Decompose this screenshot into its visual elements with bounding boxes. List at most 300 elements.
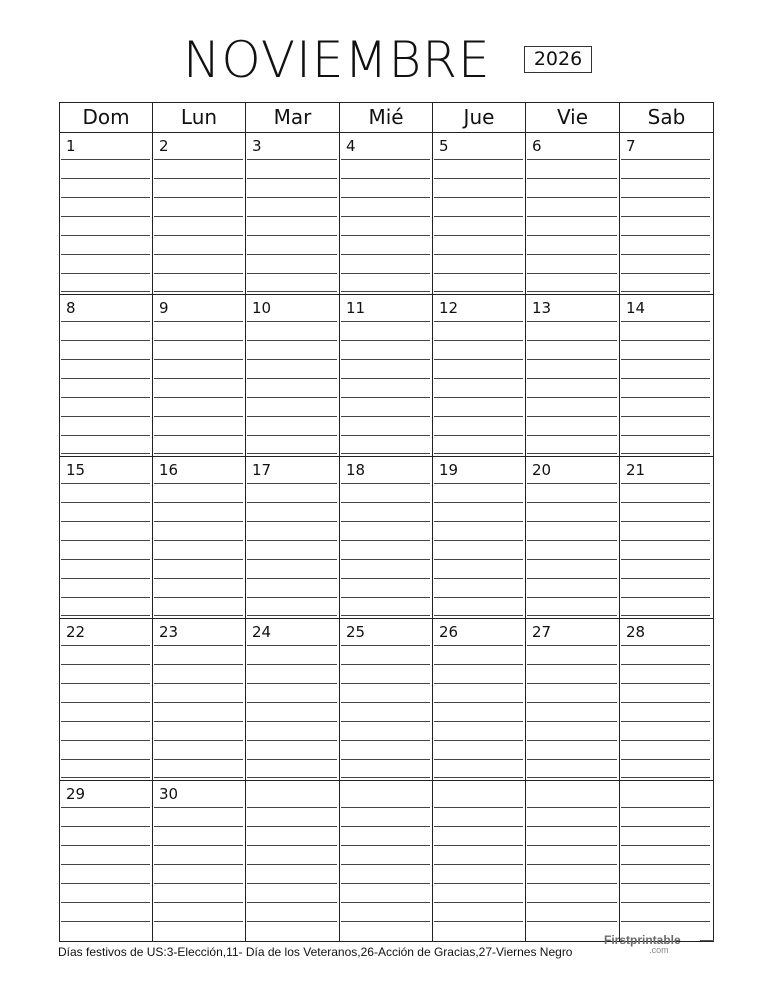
note-line bbox=[527, 159, 617, 160]
note-line bbox=[434, 721, 523, 722]
note-line bbox=[621, 521, 710, 522]
note-line bbox=[434, 702, 523, 703]
day-number: 25 bbox=[346, 623, 366, 641]
note-line bbox=[61, 683, 150, 684]
note-line bbox=[434, 777, 523, 778]
brand-divider bbox=[700, 940, 714, 941]
note-line bbox=[434, 521, 523, 522]
weekday-header: Lun bbox=[153, 103, 246, 132]
note-line bbox=[527, 521, 617, 522]
day-number: 8 bbox=[66, 299, 76, 317]
note-line bbox=[621, 502, 710, 503]
note-line bbox=[341, 721, 430, 722]
note-line bbox=[247, 178, 337, 179]
note-line bbox=[247, 645, 337, 646]
day-number: 13 bbox=[532, 299, 552, 317]
note-line bbox=[61, 826, 150, 827]
note-line bbox=[434, 273, 523, 274]
note-line bbox=[154, 759, 243, 760]
note-line bbox=[341, 216, 430, 217]
note-line bbox=[341, 645, 430, 646]
note-line bbox=[527, 826, 617, 827]
note-line bbox=[154, 664, 243, 665]
note-line bbox=[247, 254, 337, 255]
note-line bbox=[527, 340, 617, 341]
note-line bbox=[154, 615, 243, 616]
note-line bbox=[341, 254, 430, 255]
note-line bbox=[621, 359, 710, 360]
note-line bbox=[341, 397, 430, 398]
note-line bbox=[434, 435, 523, 436]
note-line bbox=[621, 197, 710, 198]
weekday-header: Jue bbox=[433, 103, 526, 132]
note-line bbox=[527, 378, 617, 379]
note-line bbox=[527, 254, 617, 255]
note-line bbox=[621, 435, 710, 436]
note-line bbox=[621, 664, 710, 665]
note-line bbox=[621, 578, 710, 579]
note-line bbox=[434, 216, 523, 217]
note-line bbox=[154, 321, 243, 322]
note-line bbox=[527, 559, 617, 560]
note-line bbox=[341, 683, 430, 684]
note-line bbox=[154, 645, 243, 646]
note-line bbox=[247, 597, 337, 598]
day-number: 7 bbox=[626, 137, 636, 155]
note-line bbox=[434, 378, 523, 379]
note-line bbox=[341, 559, 430, 560]
note-line bbox=[154, 235, 243, 236]
note-line bbox=[341, 178, 430, 179]
note-line bbox=[341, 883, 430, 884]
column-divider bbox=[245, 132, 246, 941]
note-line bbox=[154, 559, 243, 560]
week-divider bbox=[60, 294, 713, 295]
note-line bbox=[154, 578, 243, 579]
note-line bbox=[61, 902, 150, 903]
note-line bbox=[61, 378, 150, 379]
note-line bbox=[434, 483, 523, 484]
note-line bbox=[247, 521, 337, 522]
note-line bbox=[341, 702, 430, 703]
day-number: 9 bbox=[159, 299, 169, 317]
week-divider bbox=[60, 780, 713, 781]
note-line bbox=[527, 321, 617, 322]
note-line bbox=[154, 197, 243, 198]
note-line bbox=[247, 540, 337, 541]
note-line bbox=[61, 397, 150, 398]
note-line bbox=[621, 721, 710, 722]
note-line bbox=[61, 921, 150, 922]
note-line bbox=[154, 502, 243, 503]
note-line bbox=[61, 721, 150, 722]
note-line bbox=[621, 883, 710, 884]
note-line bbox=[61, 883, 150, 884]
note-line bbox=[154, 397, 243, 398]
note-line bbox=[341, 273, 430, 274]
note-line bbox=[154, 453, 243, 454]
note-line bbox=[247, 740, 337, 741]
note-line bbox=[154, 521, 243, 522]
note-line bbox=[621, 273, 710, 274]
note-line bbox=[621, 159, 710, 160]
note-line bbox=[527, 740, 617, 741]
note-line bbox=[621, 254, 710, 255]
note-line bbox=[247, 559, 337, 560]
day-number: 17 bbox=[252, 461, 272, 479]
note-line bbox=[527, 664, 617, 665]
note-line bbox=[434, 291, 523, 292]
day-number: 12 bbox=[439, 299, 459, 317]
holidays-note: Días festivos de US:3-Elección,11- Día de los Veteranos,26-Acción de Gracias,27-Viernes Negro bbox=[58, 945, 573, 959]
brand-tld: .com bbox=[649, 945, 669, 955]
note-line bbox=[341, 435, 430, 436]
note-line bbox=[154, 540, 243, 541]
note-line bbox=[247, 578, 337, 579]
note-line bbox=[341, 291, 430, 292]
weekday-header: Sab bbox=[647, 105, 686, 129]
note-line bbox=[247, 273, 337, 274]
day-number: 15 bbox=[66, 461, 86, 479]
note-line bbox=[434, 254, 523, 255]
month-title: NOVIEMBRE bbox=[183, 31, 491, 89]
note-line bbox=[527, 864, 617, 865]
note-line bbox=[61, 521, 150, 522]
note-line bbox=[247, 615, 337, 616]
note-line bbox=[61, 540, 150, 541]
note-line bbox=[527, 197, 617, 198]
note-line bbox=[621, 178, 710, 179]
day-number: 6 bbox=[532, 137, 542, 155]
note-line bbox=[61, 159, 150, 160]
note-line bbox=[434, 359, 523, 360]
note-line bbox=[527, 759, 617, 760]
note-line bbox=[527, 615, 617, 616]
note-line bbox=[154, 826, 243, 827]
note-line bbox=[341, 826, 430, 827]
day-number: 30 bbox=[159, 785, 179, 803]
note-line bbox=[527, 483, 617, 484]
note-line bbox=[154, 378, 243, 379]
note-line bbox=[154, 273, 243, 274]
note-line bbox=[621, 864, 710, 865]
note-line bbox=[434, 321, 523, 322]
note-line bbox=[341, 521, 430, 522]
year-badge: 2026 bbox=[524, 46, 592, 73]
note-line bbox=[247, 453, 337, 454]
note-line bbox=[154, 216, 243, 217]
note-line bbox=[247, 235, 337, 236]
note-line bbox=[434, 502, 523, 503]
note-line bbox=[61, 777, 150, 778]
note-line bbox=[341, 740, 430, 741]
day-number: 22 bbox=[66, 623, 86, 641]
note-line bbox=[621, 340, 710, 341]
note-line bbox=[341, 759, 430, 760]
note-line bbox=[341, 416, 430, 417]
note-line bbox=[621, 483, 710, 484]
note-line bbox=[527, 397, 617, 398]
note-line bbox=[527, 883, 617, 884]
note-line bbox=[341, 615, 430, 616]
note-line bbox=[247, 883, 337, 884]
note-line bbox=[527, 921, 617, 922]
note-line bbox=[61, 254, 150, 255]
note-line bbox=[434, 159, 523, 160]
note-line bbox=[61, 340, 150, 341]
note-line bbox=[247, 864, 337, 865]
note-line bbox=[434, 807, 523, 808]
note-line bbox=[527, 902, 617, 903]
day-number: 23 bbox=[159, 623, 179, 641]
note-line bbox=[154, 159, 243, 160]
note-line bbox=[247, 845, 337, 846]
note-line bbox=[341, 845, 430, 846]
column-divider bbox=[525, 132, 526, 941]
note-line bbox=[247, 416, 337, 417]
week-divider bbox=[60, 456, 713, 457]
note-line bbox=[621, 378, 710, 379]
note-line bbox=[621, 807, 710, 808]
note-line bbox=[434, 197, 523, 198]
note-line bbox=[527, 540, 617, 541]
note-line bbox=[154, 483, 243, 484]
note-line bbox=[61, 597, 150, 598]
note-line bbox=[434, 645, 523, 646]
note-line bbox=[247, 502, 337, 503]
note-line bbox=[61, 559, 150, 560]
note-line bbox=[621, 740, 710, 741]
note-line bbox=[154, 178, 243, 179]
note-line bbox=[154, 597, 243, 598]
note-line bbox=[247, 483, 337, 484]
note-line bbox=[154, 807, 243, 808]
note-line bbox=[527, 216, 617, 217]
note-line bbox=[341, 807, 430, 808]
note-line bbox=[341, 378, 430, 379]
note-line bbox=[621, 216, 710, 217]
note-line bbox=[61, 502, 150, 503]
note-line bbox=[61, 578, 150, 579]
note-line bbox=[434, 902, 523, 903]
note-line bbox=[621, 645, 710, 646]
note-line bbox=[434, 864, 523, 865]
note-line bbox=[527, 235, 617, 236]
note-line bbox=[621, 416, 710, 417]
note-line bbox=[154, 883, 243, 884]
day-number: 21 bbox=[626, 461, 646, 479]
note-line bbox=[154, 254, 243, 255]
day-number: 1 bbox=[66, 137, 76, 155]
note-line bbox=[621, 321, 710, 322]
note-line bbox=[341, 359, 430, 360]
note-line bbox=[434, 578, 523, 579]
note-line bbox=[341, 777, 430, 778]
note-line bbox=[434, 416, 523, 417]
note-line bbox=[527, 359, 617, 360]
note-line bbox=[61, 216, 150, 217]
note-line bbox=[434, 683, 523, 684]
day-number: 2 bbox=[159, 137, 169, 155]
note-line bbox=[527, 721, 617, 722]
note-line bbox=[527, 273, 617, 274]
note-line bbox=[247, 702, 337, 703]
note-line bbox=[621, 597, 710, 598]
note-line bbox=[621, 759, 710, 760]
note-line bbox=[154, 359, 243, 360]
day-number: 3 bbox=[252, 137, 262, 155]
note-line bbox=[621, 921, 710, 922]
note-line bbox=[434, 559, 523, 560]
note-line bbox=[247, 721, 337, 722]
note-line bbox=[154, 777, 243, 778]
weekday-header: Mar bbox=[246, 103, 340, 132]
day-number: 11 bbox=[346, 299, 366, 317]
note-line bbox=[621, 826, 710, 827]
note-line bbox=[341, 340, 430, 341]
note-line bbox=[61, 664, 150, 665]
note-line bbox=[621, 235, 710, 236]
note-line bbox=[61, 759, 150, 760]
note-line bbox=[154, 340, 243, 341]
note-line bbox=[434, 453, 523, 454]
day-number: 10 bbox=[252, 299, 272, 317]
note-line bbox=[341, 540, 430, 541]
note-line bbox=[527, 453, 617, 454]
note-line bbox=[341, 235, 430, 236]
note-line bbox=[61, 453, 150, 454]
note-line bbox=[61, 359, 150, 360]
note-line bbox=[434, 921, 523, 922]
note-line bbox=[247, 216, 337, 217]
note-line bbox=[247, 902, 337, 903]
note-line bbox=[61, 416, 150, 417]
note-line bbox=[61, 845, 150, 846]
note-line bbox=[154, 702, 243, 703]
note-line bbox=[247, 759, 337, 760]
note-line bbox=[61, 273, 150, 274]
note-line bbox=[61, 235, 150, 236]
note-line bbox=[61, 321, 150, 322]
note-line bbox=[527, 683, 617, 684]
note-line bbox=[527, 435, 617, 436]
day-number: 19 bbox=[439, 461, 459, 479]
column-divider bbox=[339, 132, 340, 941]
note-line bbox=[341, 453, 430, 454]
note-line bbox=[247, 664, 337, 665]
note-line bbox=[527, 291, 617, 292]
note-line bbox=[621, 777, 710, 778]
note-line bbox=[154, 864, 243, 865]
note-line bbox=[621, 902, 710, 903]
note-line bbox=[61, 435, 150, 436]
note-line bbox=[434, 540, 523, 541]
day-number: 26 bbox=[439, 623, 459, 641]
note-line bbox=[247, 683, 337, 684]
note-line bbox=[341, 597, 430, 598]
note-line bbox=[434, 664, 523, 665]
note-line bbox=[247, 378, 337, 379]
note-line bbox=[247, 159, 337, 160]
note-line bbox=[61, 291, 150, 292]
note-line bbox=[247, 321, 337, 322]
brand-name: Firstprintable bbox=[604, 933, 681, 947]
note-line bbox=[527, 777, 617, 778]
note-line bbox=[527, 807, 617, 808]
note-line bbox=[527, 645, 617, 646]
note-line bbox=[434, 397, 523, 398]
note-line bbox=[621, 845, 710, 846]
note-line bbox=[434, 883, 523, 884]
weekday-header: Dom bbox=[60, 103, 153, 132]
note-line bbox=[247, 340, 337, 341]
note-line bbox=[341, 159, 430, 160]
note-line bbox=[61, 178, 150, 179]
note-line bbox=[61, 864, 150, 865]
note-line bbox=[247, 777, 337, 778]
note-line bbox=[154, 845, 243, 846]
note-line bbox=[434, 597, 523, 598]
brand-logo bbox=[604, 933, 681, 955]
note-line bbox=[621, 540, 710, 541]
note-line bbox=[341, 483, 430, 484]
note-line bbox=[341, 664, 430, 665]
day-number: 16 bbox=[159, 461, 179, 479]
note-line bbox=[61, 740, 150, 741]
note-line bbox=[154, 291, 243, 292]
day-number: 4 bbox=[346, 137, 356, 155]
day-number: 28 bbox=[626, 623, 646, 641]
note-line bbox=[434, 759, 523, 760]
note-line bbox=[434, 615, 523, 616]
note-line bbox=[341, 864, 430, 865]
note-line bbox=[247, 826, 337, 827]
day-number: 5 bbox=[439, 137, 449, 155]
note-line bbox=[154, 416, 243, 417]
note-line bbox=[434, 235, 523, 236]
day-number: 14 bbox=[626, 299, 646, 317]
note-line bbox=[621, 453, 710, 454]
note-line bbox=[341, 902, 430, 903]
note-line bbox=[341, 321, 430, 322]
calendar-grid bbox=[59, 102, 714, 942]
note-line bbox=[247, 921, 337, 922]
note-line bbox=[434, 178, 523, 179]
note-line bbox=[247, 197, 337, 198]
note-line bbox=[341, 921, 430, 922]
note-line bbox=[61, 197, 150, 198]
note-line bbox=[154, 683, 243, 684]
note-line bbox=[154, 721, 243, 722]
note-line bbox=[621, 559, 710, 560]
column-divider bbox=[619, 132, 620, 941]
note-line bbox=[154, 740, 243, 741]
day-number: 24 bbox=[252, 623, 272, 641]
note-line bbox=[61, 645, 150, 646]
note-line bbox=[247, 359, 337, 360]
column-divider bbox=[152, 132, 153, 941]
note-line bbox=[341, 578, 430, 579]
note-line bbox=[527, 702, 617, 703]
note-line bbox=[527, 502, 617, 503]
note-line bbox=[61, 702, 150, 703]
note-line bbox=[154, 902, 243, 903]
header-divider bbox=[60, 132, 713, 133]
note-line bbox=[621, 615, 710, 616]
note-line bbox=[154, 921, 243, 922]
note-line bbox=[621, 397, 710, 398]
note-line bbox=[434, 845, 523, 846]
